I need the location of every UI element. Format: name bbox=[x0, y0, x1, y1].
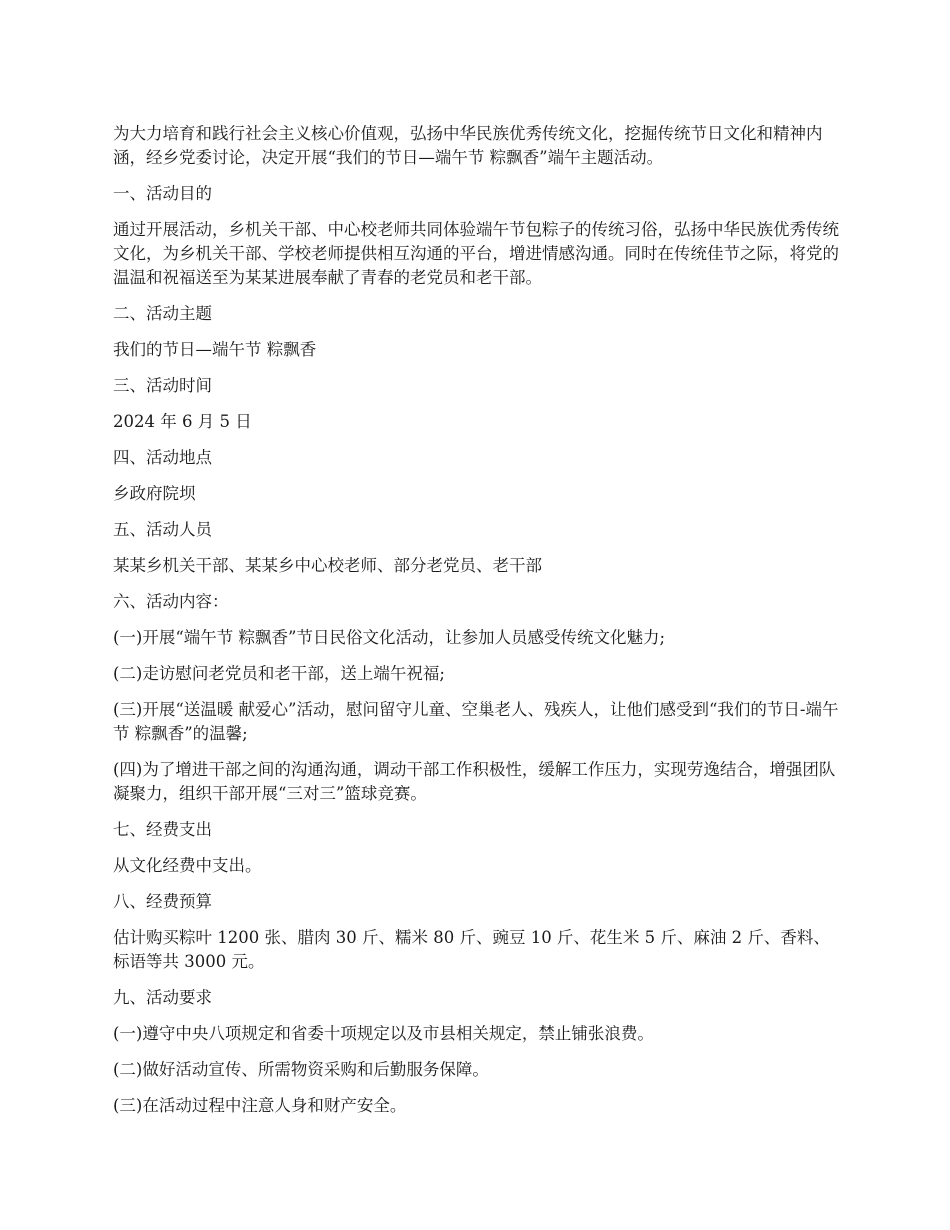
theme-paragraph: 我们的节日—端午节 粽飘香 bbox=[113, 340, 317, 359]
content-item-3: (三)开展“送温暖 献爱心”活动，慰问留守儿童、空巢老人、残疾人，让他们感受到“我们的节日-端午节 粽飘香”的温馨; bbox=[113, 700, 839, 743]
requirement-item-1: (一)遵守中央八项规定和省委十项规定以及市县相关规定，禁止铺张浪费。 bbox=[113, 1024, 654, 1043]
location-paragraph: 乡政府院坝 bbox=[113, 484, 196, 503]
participants-paragraph: 某某乡机关干部、某某乡中心校老师、部分老党员、老干部 bbox=[113, 556, 542, 575]
purpose-paragraph: 通过开展活动，乡机关干部、中心校老师共同体验端午节包粽子的传统习俗，弘扬中华民族优秀传统文化，为乡机关干部、学校老师提供相互沟通的平台，增进情感沟通。同时在传统佳节之际，将党的温温和祝福送至为某某进展奉献了青春的老党员和老干部。 bbox=[113, 220, 839, 287]
section-heading-purpose: 一、活动目的 bbox=[113, 184, 212, 203]
requirement-item-3: (三)在活动过程中注意人身和财产安全。 bbox=[113, 1096, 407, 1115]
section-heading-requirements: 九、活动要求 bbox=[113, 988, 212, 1007]
content-item-2: (二)走访慰问老党员和老干部，送上端午祝福; bbox=[113, 664, 445, 683]
section-heading-expenditure: 七、经费支出 bbox=[113, 820, 212, 839]
content-item-1: (一)开展“端午节 粽飘香”节日民俗文化活动，让参加人员感受传统文化魅力; bbox=[113, 628, 666, 647]
section-heading-participants: 五、活动人员 bbox=[113, 520, 212, 539]
requirement-item-2: (二)做好活动宣传、所需物资采购和后勤服务保障。 bbox=[113, 1060, 489, 1079]
section-heading-theme: 二、活动主题 bbox=[113, 304, 212, 323]
section-heading-location: 四、活动地点 bbox=[113, 448, 212, 467]
document-page bbox=[113, 122, 843, 1130]
content-item-4: (四)为了增进干部之间的沟通沟通，调动干部工作积极性，缓解工作压力，实现劳逸结合，增强团队凝聚力，组织干部开展“三对三”篮球竞赛。 bbox=[113, 760, 836, 803]
budget-paragraph: 估计购买粽叶 1200 张、腊肉 30 斤、糯米 80 斤、豌豆 10 斤、花生米 5 斤、麻油 2 斤、香料、标语等共 3000 元。 bbox=[113, 928, 830, 971]
section-heading-budget: 八、经费预算 bbox=[113, 892, 212, 911]
expenditure-paragraph: 从文化经费中支出。 bbox=[113, 856, 262, 875]
section-heading-content: 六、活动内容： bbox=[113, 592, 229, 611]
section-heading-time: 三、活动时间 bbox=[113, 376, 212, 395]
intro-paragraph: 为大力培育和践行社会主义核心价值观，弘扬中华民族优秀传统文化，挖掘传统节日文化和精神内涵，经乡党委讨论，决定开展“我们的节日—端午节 粽飘香”端午主题活动。 bbox=[113, 124, 823, 167]
time-paragraph: 2024 年 6 月 5 日 bbox=[113, 412, 252, 431]
